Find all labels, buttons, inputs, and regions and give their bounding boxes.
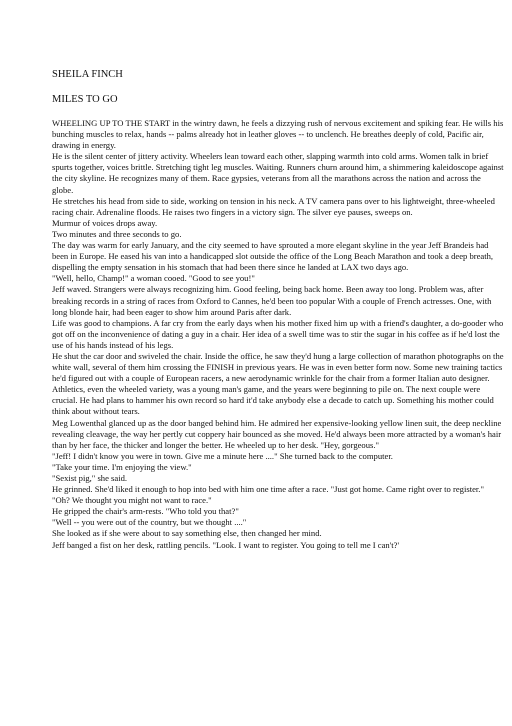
paragraph: WHEELING UP TO THE START in the wintry dawn, he feels a dizzying rush of nervous excitement and spiking fear. He wills his bunching muscles to relax, hands -- palms already hot in leather gloves -- to unclench. He breathes deeply of cold, Pacific air, drawing in energy.	[52, 118, 504, 151]
story-body	[52, 118, 504, 551]
paragraph: "Well -- you were out of the country, but we thought ...."	[52, 517, 247, 528]
paragraph: He stretches his head from side to side, working on tension in his neck. A TV camera pans over to his lightweight, three-wheeled racing chair. Adrenaline floods. He raises two fingers in a victory sign. The silver eye pauses, sweeps on.	[52, 195, 495, 217]
paragraph: Life was good to champions. A far cry from the early days when his mother fixed him up with a friend's daughter, a do-gooder who got off on the inconvenience of dating a guy in a chair. Her idea of a swell time was to stir the sugar in his coffee as if he'd lost the use of his hands instead of his legs.	[52, 317, 504, 350]
paragraph: Meg Lowenthal glanced up as the door banged behind him. He admired her expensive-looking yellow linen suit, the deep neckline revealing cleavage, the way her pertly cut coppery hair bounced as she moved. He'd always been more attracted by a woman's hair than by her face, the thicker and longer the better. He wheeled up to her desk. "Hey, gorgeous."	[52, 417, 502, 450]
paragraph: Athletics, even the wheeled variety, was a young man's game, and the years were beginning to pile on. The next couple were crucial. He had plans to hammer his own record so hard it'd take anybody else a decade to catch up. Something his mother could think about without tears.	[52, 384, 494, 417]
paragraph: He shut the car door and swiveled the chair. Inside the office, he saw they'd hung a large collection of marathon photographs on the white wall, several of them him crossing the FINISH in previous years. He was in even better form now. Some new training tactics he'd figured out with a couple of European racers, a new aerodynamic wrinkle for the chair from a former Italian auto designer.	[52, 350, 504, 384]
paragraph: He grinned. She'd liked it enough to hop into bed with him one time after a race. "Just got home. Came right over to register."	[52, 484, 484, 495]
story-title: MILES TO GO	[52, 94, 118, 105]
paragraph: The day was warm for early January, and the city seemed to have sprouted a more elegant skyline in the year Jeff Brandeis had been in Europe. He eased his van into a handicapped slot outside the office of the Long Beach Marathon and took a deep breath, dispelling the empty sensation in his stomach that had been there since he landed at LAX two days ago.	[52, 240, 494, 273]
paragraph: Murmur of voices drops away.	[52, 217, 158, 228]
paragraph: "Jeff! I didn't know you were in town. Give me a minute here ...." She turned back to the computer.	[52, 450, 393, 461]
paragraph: Jeff banged a fist on her desk, rattling pencils. "Look. I want to register. You going to tell me I can't?'	[52, 539, 400, 550]
paragraph: He gripped the chair's arm-rests. "Who told you that?"	[52, 506, 239, 517]
paragraph: He is the silent center of jittery activity. Wheelers lean toward each other, slapping warmth into cold arms. Women talk in brief spurts together, voices brittle. Stretching tight leg muscles. Waiting. Runners churn around him, a shimmering kaleidoscope against the city skyline. He recognizes many of them. Race gypsies, veterans from all the marathons across the nation and across the globe.	[52, 151, 504, 195]
author-name: SHEILA FINCH	[52, 69, 123, 80]
paragraph: "Sexist pig," she said.	[52, 473, 128, 483]
paragraph: She looked as if she were about to say something else, then changed her mind.	[52, 528, 322, 539]
paragraph: Two minutes and three seconds to go.	[52, 228, 182, 239]
paragraph: "Take your time. I'm enjoying the view."	[52, 461, 192, 472]
paragraph: "Oh? We thought you might not want to race."	[52, 495, 212, 506]
paragraph: Jeff waved. Strangers were always recognizing him. Good feeling, being back home. Been away too long. Problem was, after breaking records in a string of races from Oxford to Cannes, he'd been too popular With a couple of French actresses. One, with long blonde hair, had been eager to show him around Paris after dark.	[52, 284, 492, 317]
paragraph: "Well, hello, Champ!" a woman cooed. "Good to see you!"	[52, 273, 255, 284]
